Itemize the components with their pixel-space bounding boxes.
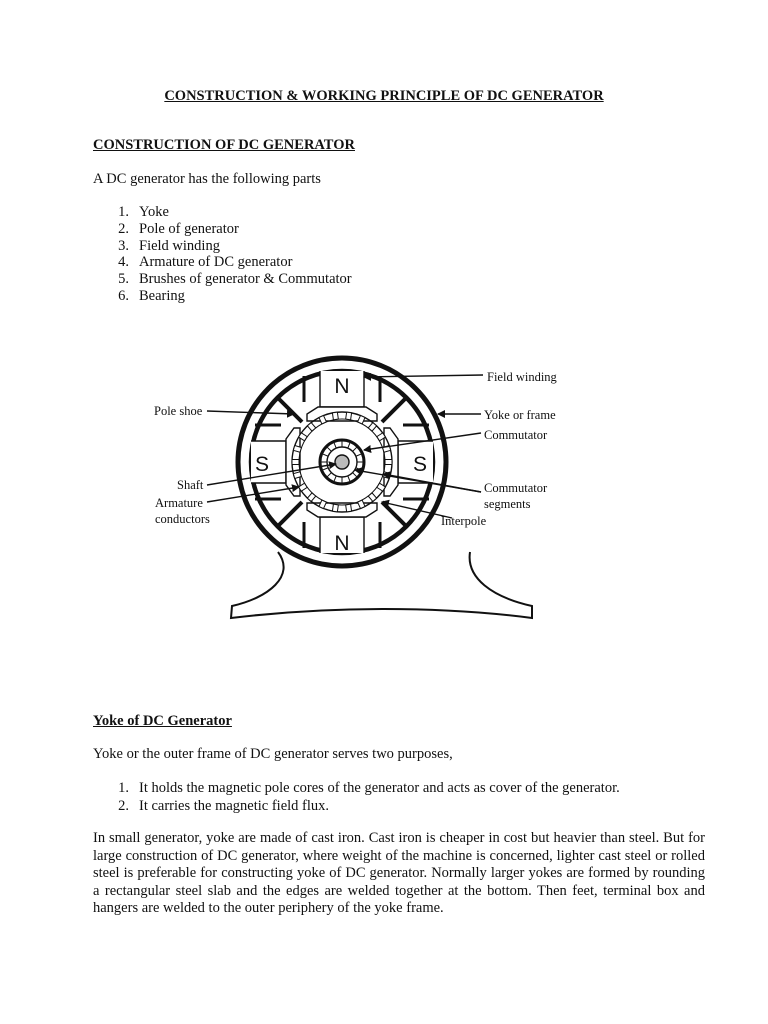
yoke-intro: Yoke or the outer frame of DC generator serves two purposes, (93, 746, 453, 762)
label-commutator: Commutator (484, 428, 548, 442)
list-text: Pole of generator (139, 220, 239, 237)
list-number: 5. (118, 271, 129, 288)
list-number: 4. (118, 254, 129, 271)
shaft (335, 455, 349, 469)
pole-label-top: N (334, 375, 350, 398)
pole-label-right: S (412, 453, 428, 476)
label-field-winding: Field winding (487, 370, 557, 384)
label-commutator-segments-1: Commutator (484, 481, 548, 495)
yoke-heading: Yoke of DC Generator (93, 713, 232, 729)
list-number: 1. (118, 204, 129, 220)
armature-slot (332, 504, 338, 512)
label-pole-shoe: Pole shoe (154, 404, 203, 418)
armature-slot (385, 460, 392, 465)
armature-slot (332, 412, 338, 420)
page-title: CONSTRUCTION & WORKING PRINCIPLE OF DC GENERATOR (164, 88, 604, 104)
list-number: 2. (118, 798, 129, 814)
list-text: It carries the magnetic field flux. (139, 798, 330, 814)
list-text: Yoke (139, 204, 169, 220)
list-text: Brushes of generator & Commutator (139, 271, 352, 288)
armature-slot (346, 412, 352, 420)
yoke-paragraph: In small generator, yoke are made of cast iron. Cast iron is cheaper in cost but heavier than steel. But for large construction of DC generator, where weight of the machine is concerned, lighter cast steel or rolled steel is preferable for constructing yoke of DC generator. Normally larger yokes are formed by rounding a rectangular steel slab and the edges are welded together at the bottom. Then feet, terminal box and hangers are welded to the outer periphery of the yoke frame. (93, 830, 705, 917)
label-interpole: Interpole (441, 514, 487, 528)
list-number: 3. (118, 237, 129, 254)
commutator-segment-line (326, 473, 331, 478)
list-text: Bearing (139, 287, 185, 304)
list-text: Armature of DC generator (139, 254, 293, 271)
pole-label-left: S (254, 453, 270, 476)
label-shaft: Shaft (177, 478, 204, 492)
generator-base (231, 552, 532, 618)
list-number: 6. (118, 287, 129, 304)
armature-slot (346, 504, 352, 512)
commutator-segment-line (353, 446, 358, 451)
label-commutator-segments-2: segments (484, 497, 531, 511)
label-conductors: conductors (155, 512, 210, 526)
construction-heading: CONSTRUCTION OF DC GENERATOR (93, 137, 355, 153)
commutator-segment-line (326, 446, 331, 451)
dc-generator-diagram (0, 345, 768, 645)
label-yoke-or-frame: Yoke or frame (484, 408, 556, 422)
label-armature: Armature (155, 496, 203, 510)
commutator-segment-line (353, 473, 358, 478)
list-text: It holds the magnetic pole cores of the generator and acts as cover of the generator. (139, 780, 620, 796)
pole-label-bottom: N (334, 532, 350, 555)
list-text: Field winding (139, 237, 220, 254)
armature-slot (292, 460, 299, 465)
list-number: 2. (118, 220, 129, 237)
list-number: 1. (118, 780, 129, 796)
construction-intro: A DC generator has the following parts (93, 171, 321, 187)
